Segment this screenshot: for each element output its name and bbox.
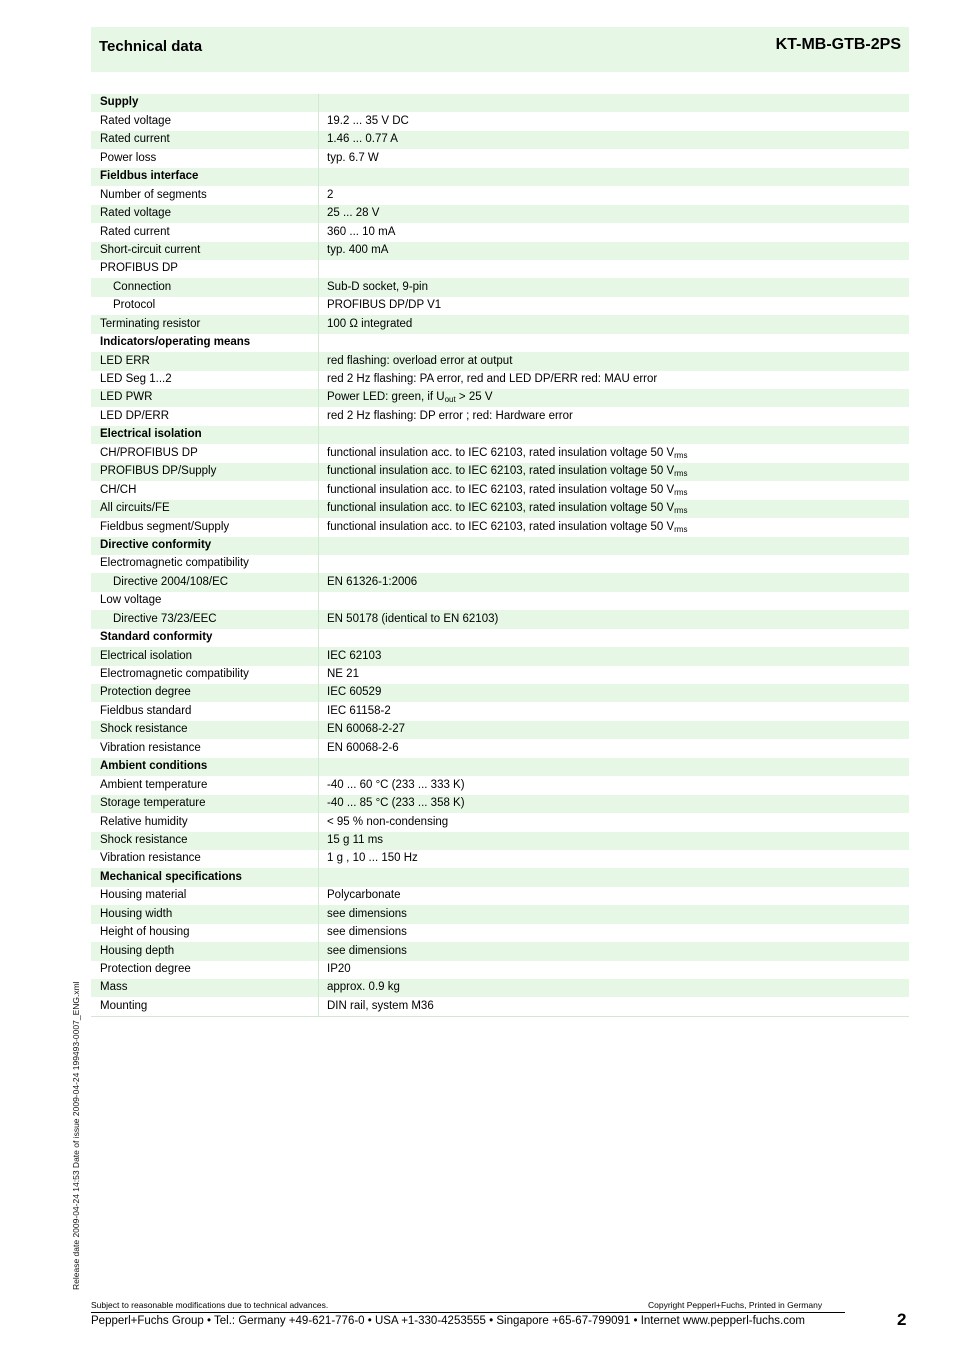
table-row [91, 481, 909, 499]
spec-value-text: functional insulation acc. to IEC 62103, rated insulation voltage 50 V [327, 520, 675, 533]
spec-value-text: see dimensions [327, 907, 407, 920]
spec-value [319, 573, 910, 591]
spec-value-text: 1.46 ... 0.77 A [327, 133, 398, 146]
spec-value-text: IEC 62103 [327, 649, 382, 662]
spec-value [319, 555, 910, 573]
spec-value [319, 223, 910, 241]
table-row [91, 647, 909, 665]
spec-label: Housing material [91, 887, 319, 905]
spec-value-text: 1 g , 10 ... 150 Hz [327, 852, 418, 865]
spec-value-text: red 2 Hz flashing: DP error ; red: Hardware error [327, 409, 573, 422]
table-row [91, 721, 909, 739]
table-row [91, 905, 909, 923]
table-row [91, 850, 909, 868]
spec-label: Housing width [91, 905, 319, 923]
spec-value-text: IP20 [327, 963, 351, 976]
table-row [91, 278, 909, 296]
spec-value [319, 371, 910, 389]
spec-value [319, 592, 910, 610]
spec-label: Storage temperature [91, 795, 319, 813]
table-row [91, 942, 909, 960]
table-row [91, 149, 909, 167]
spec-value [319, 168, 910, 186]
spec-value-text: EN 50178 (identical to EN 62103) [327, 612, 499, 625]
spec-value-text: red 2 Hz flashing: PA error, red and LED DP/ERR red: MAU error [327, 373, 658, 386]
spec-label: LED PWR [91, 389, 319, 407]
spec-label: Relative humidity [91, 813, 319, 831]
spec-label: Short-circuit current [91, 242, 319, 260]
spec-value [319, 961, 910, 979]
spec-label: Connection [91, 278, 319, 296]
spec-value-text: functional insulation acc. to IEC 62103, rated insulation voltage 50 V [327, 465, 675, 478]
spec-value-text: PROFIBUS DP/DP V1 [327, 299, 442, 312]
spec-label: CH/PROFIBUS DP [91, 444, 319, 462]
table-row [91, 832, 909, 850]
spec-value [319, 426, 910, 444]
table-row [91, 463, 909, 481]
spec-value [319, 205, 910, 223]
spec-value-text: Sub-D socket, 9-pin [327, 280, 428, 293]
section-heading: Electrical isolation [91, 426, 319, 444]
spec-value [319, 739, 910, 757]
spec-value-subscript: rms [674, 524, 688, 534]
spec-label: Rated voltage [91, 112, 319, 130]
spec-value [319, 500, 910, 518]
spec-label: PROFIBUS DP [91, 260, 319, 278]
spec-value [319, 758, 910, 776]
spec-value [319, 407, 910, 425]
spec-label: LED ERR [91, 352, 319, 370]
spec-value [319, 832, 910, 850]
spec-value [319, 297, 910, 315]
table-row [91, 518, 909, 536]
table-row [91, 776, 909, 794]
spec-label: Vibration resistance [91, 850, 319, 868]
spec-value-subscript: rms [674, 450, 688, 460]
spec-value-text: DIN rail, system M36 [327, 999, 434, 1012]
spec-label: LED Seg 1...2 [91, 371, 319, 389]
technical-data-table [91, 94, 909, 1017]
spec-value-subscript: rms [674, 469, 688, 479]
table-row [91, 131, 909, 149]
release-info: Release date 2009-04-24 14:53 Date of issue 2009-04-24 199493-0007_ENG.xml [71, 981, 81, 1290]
spec-label: Shock resistance [91, 721, 319, 739]
page-number: 2 [897, 1310, 907, 1329]
table-row [91, 795, 909, 813]
spec-value-text: -40 ... 60 °C (233 ... 333 K) [327, 778, 465, 791]
section-heading: Fieldbus interface [91, 168, 319, 186]
spec-value [319, 94, 910, 112]
spec-label: Protection degree [91, 684, 319, 702]
table-row [91, 702, 909, 720]
table-section-row [91, 758, 909, 776]
spec-value-text: < 95 % non-condensing [327, 815, 449, 828]
spec-value-text: approx. 0.9 kg [327, 981, 400, 994]
table-row [91, 260, 909, 278]
spec-value [319, 610, 910, 628]
spec-value [319, 186, 910, 204]
spec-value [319, 721, 910, 739]
spec-value-text: functional insulation acc. to IEC 62103, rated insulation voltage 50 V [327, 483, 675, 496]
footer-copyright: Copyright Pepperl+Fuchs, Printed in Germany [648, 1300, 823, 1310]
table-row [91, 352, 909, 370]
section-heading: Mechanical specifications [91, 868, 319, 886]
table-section-row [91, 426, 909, 444]
spec-value-text: functional insulation acc. to IEC 62103, rated insulation voltage 50 V [327, 446, 675, 459]
spec-value-text: EN 61326-1:2006 [327, 575, 418, 588]
spec-label: Ambient temperature [91, 776, 319, 794]
spec-value [319, 352, 910, 370]
table-row [91, 887, 909, 905]
spec-label: Mass [91, 979, 319, 997]
spec-value-text: 15 g 11 ms [327, 833, 384, 846]
spec-label: Directive 73/23/EEC [91, 610, 319, 628]
spec-label: Height of housing [91, 924, 319, 942]
table-row [91, 592, 909, 610]
spec-label: Fieldbus standard [91, 702, 319, 720]
spec-value-text: see dimensions [327, 926, 407, 939]
section-heading: Ambient conditions [91, 758, 319, 776]
spec-value-text: 25 ... 28 V [327, 207, 380, 220]
spec-value [319, 149, 910, 167]
spec-label: PROFIBUS DP/Supply [91, 463, 319, 481]
spec-label: Protection degree [91, 961, 319, 979]
table-row [91, 407, 909, 425]
product-name: KT-MB-GTB-2PS [775, 36, 901, 53]
spec-value-text: 19.2 ... 35 V DC [327, 114, 409, 127]
spec-value [319, 537, 910, 555]
spec-value [319, 684, 910, 702]
table-section-row [91, 168, 909, 186]
page-header [91, 27, 909, 72]
section-heading: Standard conformity [91, 629, 319, 647]
section-heading: Directive conformity [91, 537, 319, 555]
spec-value [319, 481, 910, 499]
spec-value [319, 887, 910, 905]
table-row [91, 997, 909, 1016]
table-row [91, 371, 909, 389]
table-row [91, 242, 909, 260]
spec-label: Vibration resistance [91, 739, 319, 757]
spec-label: Rated current [91, 131, 319, 149]
table-row [91, 684, 909, 702]
spec-label: Rated current [91, 223, 319, 241]
table-row [91, 205, 909, 223]
spec-label: Low voltage [91, 592, 319, 610]
table-row [91, 961, 909, 979]
table-row [91, 739, 909, 757]
table-section-row [91, 629, 909, 647]
spec-value-subscript: out [444, 395, 456, 405]
table-row [91, 979, 909, 997]
spec-label: Electrical isolation [91, 647, 319, 665]
table-row [91, 610, 909, 628]
spec-value [319, 278, 910, 296]
spec-label: Protocol [91, 297, 319, 315]
table-row [91, 813, 909, 831]
spec-label: All circuits/FE [91, 500, 319, 518]
table-row [91, 223, 909, 241]
spec-value [319, 518, 910, 536]
table-row [91, 666, 909, 684]
spec-value [319, 979, 910, 997]
spec-value-text: Power LED: green, if U [327, 391, 445, 404]
table-section-row [91, 868, 909, 886]
table-section-row [91, 334, 909, 352]
spec-value [319, 850, 910, 868]
spec-label: Number of segments [91, 186, 319, 204]
spec-value [319, 942, 910, 960]
section-heading: Supply [91, 94, 319, 112]
table-row [91, 444, 909, 462]
table-row [91, 297, 909, 315]
spec-value [319, 463, 910, 481]
spec-value-text: EN 60068-2-6 [327, 741, 399, 754]
header-title: Technical data [99, 38, 203, 55]
footer-divider [91, 1312, 845, 1313]
spec-value-text: see dimensions [327, 944, 407, 957]
spec-value [319, 131, 910, 149]
table-row [91, 389, 909, 407]
spec-value [319, 776, 910, 794]
spec-value [319, 905, 910, 923]
spec-label: Shock resistance [91, 832, 319, 850]
table-section-row [91, 94, 909, 112]
spec-label: Power loss [91, 149, 319, 167]
spec-value-suffix: > 25 V [455, 391, 493, 404]
spec-value-text: 100 Ω integrated [327, 317, 413, 330]
spec-label: Terminating resistor [91, 315, 319, 333]
spec-label: Housing depth [91, 942, 319, 960]
spec-label: Directive 2004/108/EC [91, 573, 319, 591]
spec-value-text: functional insulation acc. to IEC 62103, rated insulation voltage 50 V [327, 502, 675, 515]
footer-note: Subject to reasonable modifications due to technical advances. [91, 1300, 329, 1310]
spec-label: CH/CH [91, 481, 319, 499]
spec-value-text: -40 ... 85 °C (233 ... 358 K) [327, 797, 465, 810]
spec-value-text: typ. 6.7 W [327, 151, 379, 164]
table-row [91, 573, 909, 591]
spec-value [319, 666, 910, 684]
spec-value-text: EN 60068-2-27 [327, 723, 405, 736]
spec-value-text: typ. 400 mA [327, 243, 389, 256]
spec-label: Electromagnetic compatibility [91, 666, 319, 684]
table-row [91, 500, 909, 518]
spec-value-text: red flashing: overload error at output [327, 354, 513, 367]
spec-label: Electromagnetic compatibility [91, 555, 319, 573]
spec-value [319, 997, 910, 1016]
spec-value-text: 360 ... 10 mA [327, 225, 396, 238]
spec-label: LED DP/ERR [91, 407, 319, 425]
spec-value [319, 868, 910, 886]
table-row [91, 186, 909, 204]
spec-value-subscript: rms [674, 487, 688, 497]
spec-label: Mounting [91, 997, 319, 1016]
spec-value-text: IEC 60529 [327, 686, 382, 699]
spec-value [319, 315, 910, 333]
spec-value-text: 2 [327, 188, 334, 201]
spec-value [319, 389, 910, 407]
spec-value-text: NE 21 [327, 668, 359, 681]
footer-contact: Pepperl+Fuchs Group • Tel.: Germany +49-621-776-0 • USA +1-330-4253555 • Singapore +65-67-799091 • Internet www.pepperl-fuchs.com [91, 1315, 805, 1327]
spec-value [319, 924, 910, 942]
spec-value [319, 702, 910, 720]
spec-value [319, 795, 910, 813]
spec-value [319, 629, 910, 647]
spec-value-text: Polycarbonate [327, 889, 401, 902]
table-section-row [91, 537, 909, 555]
spec-value [319, 647, 910, 665]
spec-value-subscript: rms [674, 506, 688, 516]
spec-value [319, 112, 910, 130]
spec-value [319, 260, 910, 278]
spec-value [319, 242, 910, 260]
table-row [91, 315, 909, 333]
spec-value [319, 813, 910, 831]
table-row [91, 112, 909, 130]
technical-data-body [91, 94, 909, 1016]
table-row [91, 924, 909, 942]
spec-value-text: IEC 61158-2 [327, 704, 391, 717]
section-heading: Indicators/operating means [91, 334, 319, 352]
spec-label: Fieldbus segment/Supply [91, 518, 319, 536]
spec-value [319, 334, 910, 352]
spec-value [319, 444, 910, 462]
table-row [91, 555, 909, 573]
spec-label: Rated voltage [91, 205, 319, 223]
